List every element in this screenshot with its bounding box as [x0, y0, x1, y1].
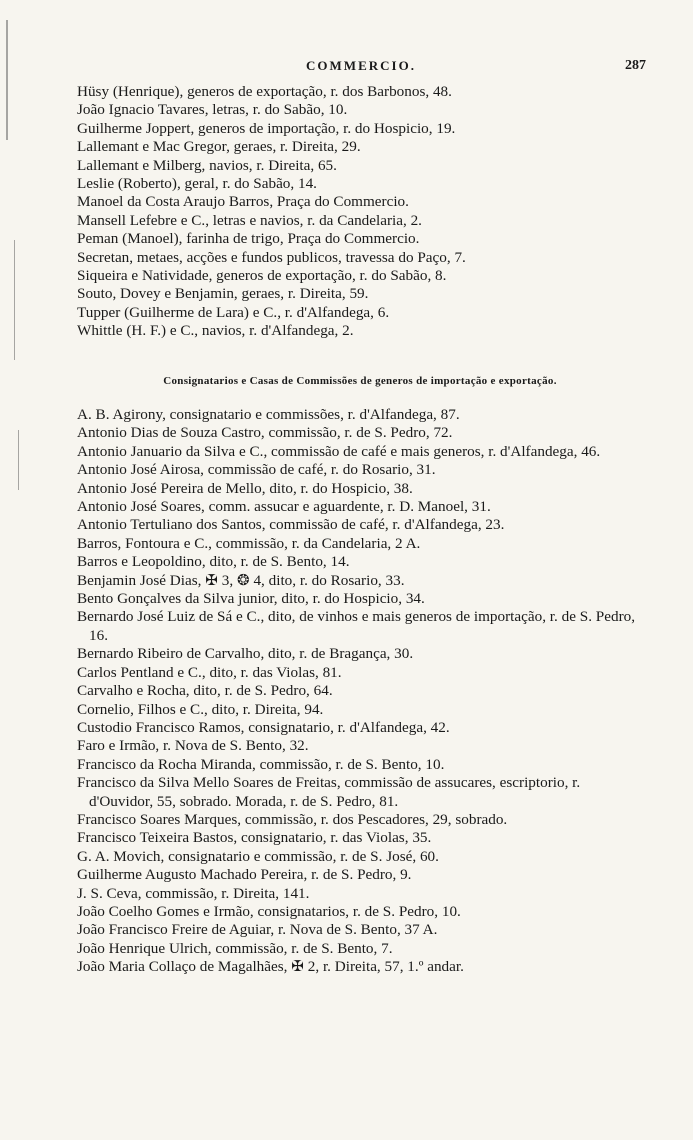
list-item: Mansell Lefebre e C., letras e navios, r. da Candelaria, 2. [77, 211, 422, 229]
list-item: Carlos Pentland e C., dito, r. das Violas, 81. [77, 663, 342, 681]
merchant-list-top [77, 83, 647, 341]
list-item: Carvalho e Rocha, dito, r. de S. Pedro, 64. [77, 682, 333, 700]
list-item: Antonio José Pereira de Mello, dito, r. do Hospicio, 38. [77, 479, 413, 497]
list-item: Bento Gonçalves da Silva junior, dito, r. do Hospicio, 34. [77, 590, 425, 608]
scan-edge-shadow [14, 240, 15, 360]
consignee-list [77, 406, 647, 977]
list-item: João Coelho Gomes e Irmão, consignatarios, r. de S. Pedro, 10. [77, 902, 461, 920]
list-item: João Ignacio Tavares, letras, r. do Sabão, 10. [77, 101, 348, 119]
page-number: 287 [625, 58, 646, 73]
list-item: Francisco Soares Marques, commissão, r. dos Pescadores, 29, sobrado. [77, 810, 508, 828]
list-item: Antonio José Airosa, commissão de café, r. do Rosario, 31. [77, 461, 436, 479]
list-item: Leslie (Roberto), geral, r. do Sabão, 14. [77, 175, 317, 193]
list-item: Antonio Tertuliano dos Santos, commissão de café, r. d'Alfandega, 23. [77, 516, 505, 534]
list-item: Hüsy (Henrique), generos de exportação, r. dos Barbonos, 48. [77, 83, 452, 100]
list-item: Barros, Fontoura e C., commissão, r. da Candelaria, 2 A. [77, 534, 421, 552]
scan-edge-shadow [6, 20, 8, 140]
list-item: João Henrique Ulrich, commissão, r. de S. Bento, 7. [77, 939, 393, 957]
list-item: Siqueira e Natividade, generos de exportação, r. do Sabão, 8. [77, 267, 447, 285]
list-item: Bernardo Ribeiro de Carvalho, dito, r. de Bragança, 30. [77, 645, 414, 663]
page-header [76, 58, 646, 80]
list-item: Tupper (Guilherme de Lara) e C., r. d'Alfandega, 6. [77, 303, 390, 321]
scan-edge-shadow [18, 430, 19, 490]
running-title: COMMERCIO. [306, 58, 416, 73]
list-item: Benjamin José Dias, ✠ 3, ❂ 4, dito, r. do Rosario, 33. [77, 571, 405, 589]
list-item: Manoel da Costa Araujo Barros, Praça do Commercio. [77, 193, 409, 211]
list-item: Francisco Teixeira Bastos, consignatario, r. das Violas, 35. [77, 829, 432, 847]
list-item: Whittle (H. F.) e C., navios, r. d'Alfandega, 2. [77, 322, 354, 340]
list-item: João Maria Collaço de Magalhães, ✠ 2, r. Direita, 57, 1.º andar. [77, 958, 464, 976]
list-item: Lallemant e Milberg, navios, r. Direita, 65. [77, 156, 337, 174]
list-item: Antonio Januario da Silva e C., commissão de café e mais generos, r. d'Alfandega, 46. [77, 442, 601, 460]
list-item: Bernardo José Luiz de Sá e C., dito, de vinhos e mais generos de importação, r. de S. Pedro, 16. [77, 608, 636, 644]
list-item: Secretan, metaes, acções e fundos publicos, travessa do Paço, 7. [77, 248, 466, 266]
list-item: Custodio Francisco Ramos, consignatario, r. d'Alfandega, 42. [77, 718, 450, 736]
list-item: Francisco da Rocha Miranda, commissão, r. de S. Bento, 10. [77, 755, 445, 773]
list-item: Peman (Manoel), farinha de trigo, Praça do Commercio. [77, 230, 420, 248]
section-heading: Consignatarios e Casas de Commissões de generos de importação e exportação. [163, 375, 557, 387]
list-item: Faro e Irmão, r. Nova de S. Bento, 32. [77, 737, 309, 755]
list-item: Barros e Leopoldino, dito, r. de S. Bento, 14. [77, 553, 350, 571]
list-item: Souto, Dovey e Benjamin, geraes, r. Direita, 59. [77, 285, 369, 303]
list-item: Guilherme Augusto Machado Pereira, r. de S. Pedro, 9. [77, 866, 412, 884]
list-item: Lallemant e Mac Gregor, geraes, r. Direita, 29. [77, 138, 361, 156]
list-item: João Francisco Freire de Aguiar, r. Nova de S. Bento, 37 A. [77, 921, 438, 939]
list-item: G. A. Movich, consignatario e commissão, r. de S. José, 60. [77, 847, 439, 865]
list-item: Cornelio, Filhos e C., dito, r. Direita, 94. [77, 700, 324, 718]
list-item: Antonio José Soares, comm. assucar e aguardente, r. D. Manoel, 31. [77, 498, 491, 516]
list-item: J. S. Ceva, commissão, r. Direita, 141. [77, 884, 310, 902]
list-item: Guilherme Joppert, generos de importação, r. do Hospicio, 19. [77, 119, 456, 137]
list-item: Francisco da Silva Mello Soares de Freitas, commissão de assucares, escriptorio, r. d'Ouvidor, 55, sobrado. Morada, r. de S. Pedro, 81. [77, 774, 581, 810]
list-item: A. B. Agirony, consignatario e commissões, r. d'Alfandega, 87. [77, 406, 460, 423]
list-item: Antonio Dias de Souza Castro, commissão, r. de S. Pedro, 72. [77, 424, 453, 442]
